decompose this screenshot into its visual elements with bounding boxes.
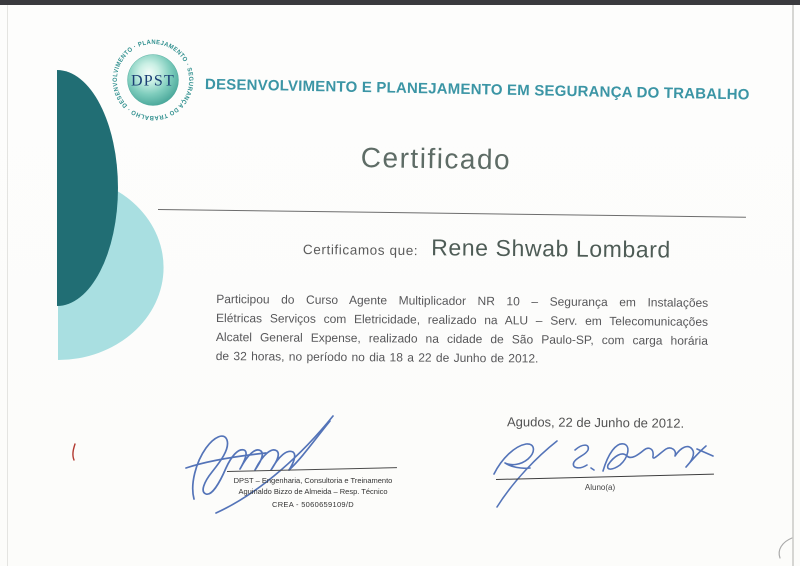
logo-ring-text: DESENVOLVIMENTO · PLANEJAMENTO · SEGURANÇA DO TRABALHO · [111,38,195,122]
body-line: Alcatel General Expense, realizado na cidade de São Paulo-SP, com carga horária [215,329,708,348]
body-line: Participou do Curso Agente Multiplicador NR 10 – Segurança em Instalações [216,292,709,310]
page-curl-mark [770,532,798,562]
header-title: DESENVOLVIMENTO E PLANEJAMENTO EM SEGURANÇA DO TRABALHO [204,76,750,104]
issuer-org: DPST – Engenharia, Consultoria e Treinamento [233,476,393,485]
certify-label: Certificamos que: [302,242,419,259]
body-line: de 32 horas, no período no dia 18 a 22 de Junho de 2012. [215,348,539,366]
recipient-row [303,233,671,264]
body-line: Elétricas Serviços com Eletricidade, realizado na ALU – Serv. em Telecomunicações [216,311,709,329]
recipient-name: Rene Shwab Lombard [431,234,672,263]
certificate-title: Certificado [360,141,512,176]
student-label: Aluno(a) [584,483,616,492]
issuer-responsible: Aguinaldo Bizzo de Almeida – Resp. Técnico [238,487,388,496]
certificate-body [216,290,709,370]
dpst-logo [103,30,203,130]
issuer-block [222,475,404,510]
logo-acronym: DPST [131,72,175,90]
issuer-crea: CREA - 5060659109/D [272,500,354,509]
date-line: Agudos, 22 de Junho de 2012. [506,414,685,431]
signature-ink-student [483,428,723,513]
red-pen-mark [70,442,82,464]
